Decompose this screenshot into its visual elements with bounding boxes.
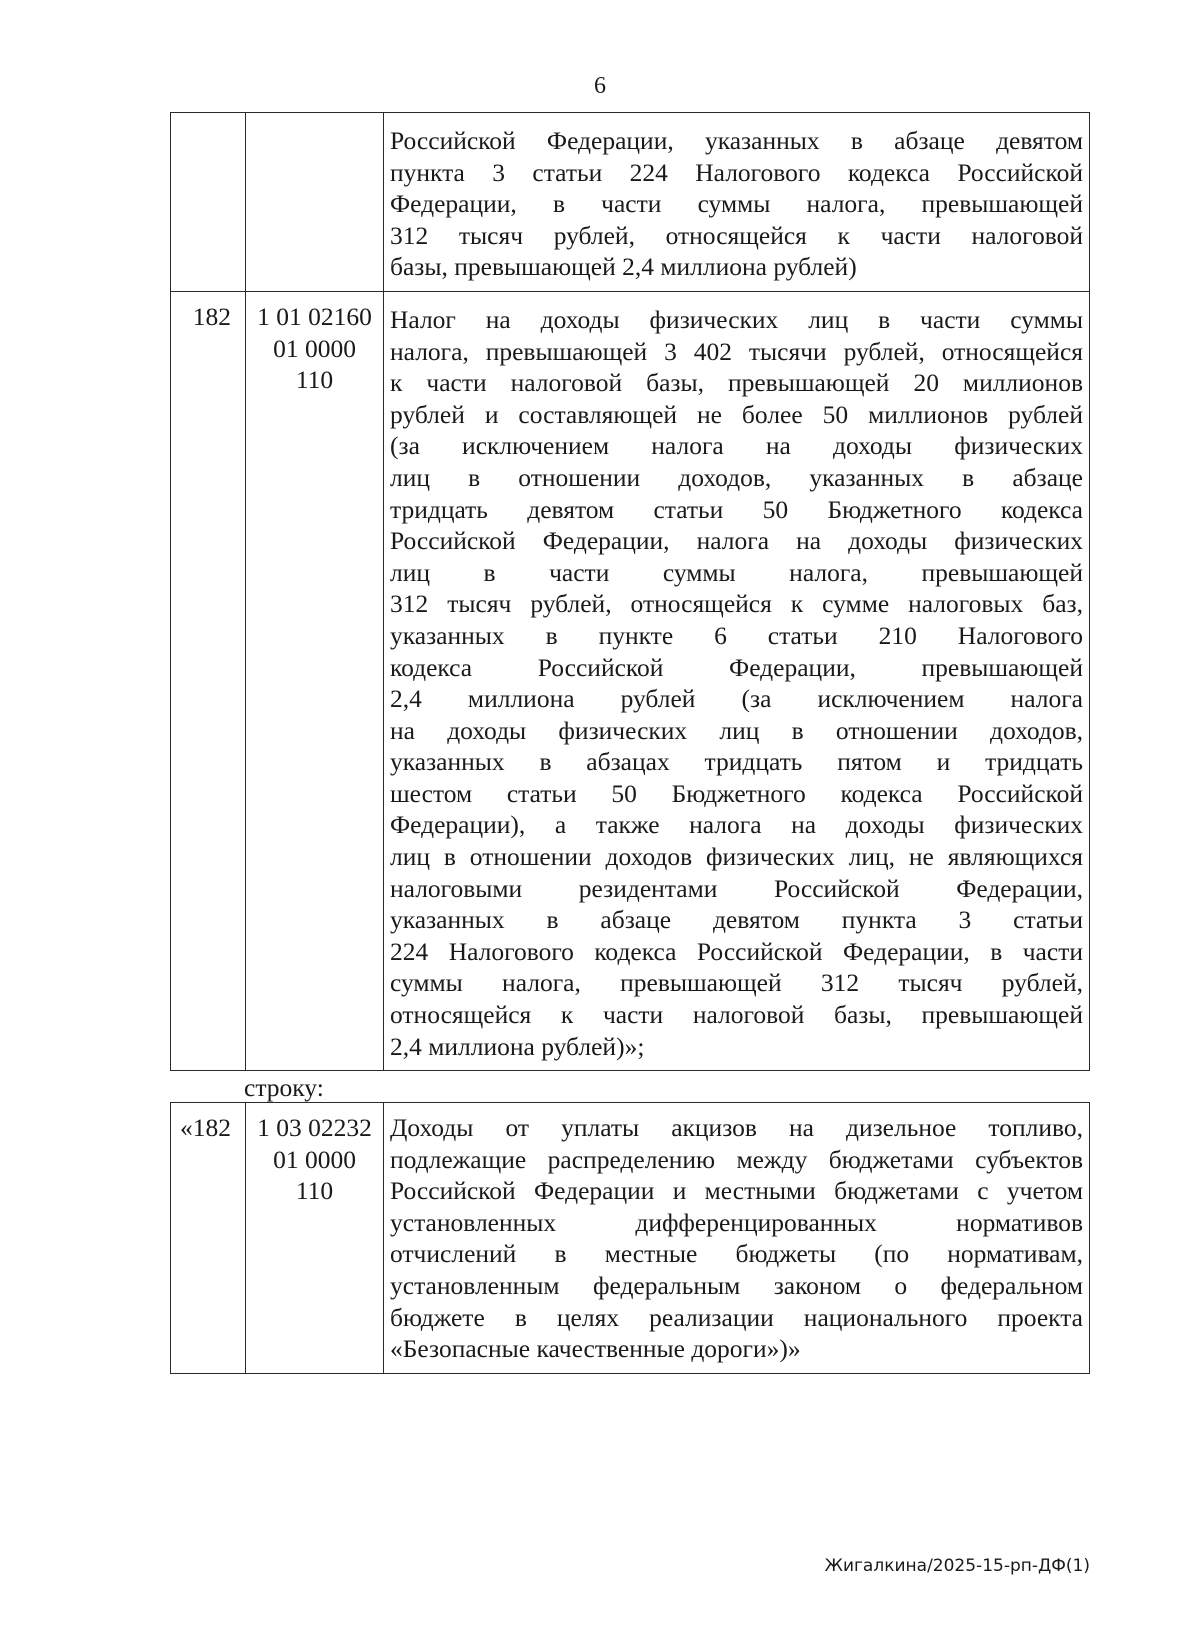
revenue-name-line: отчислений в местные бюджеты (по нормативам, — [390, 1239, 1083, 1269]
revenue-name-line: Российской Федерации, налога на доходы физических — [390, 526, 1083, 556]
revenue-name-cell — [384, 291, 1090, 1070]
revenue-name-line: относящейся к части налоговой базы, превышающей — [390, 1000, 1083, 1030]
revenue-name-line: Федерации), а также налога на доходы физических — [390, 810, 1083, 840]
revenue-name-line: лиц в части суммы налога, превышающей — [390, 557, 1083, 587]
document-reference: Жигалкина/2025-15-рп-ДФ(1) — [824, 1556, 1090, 1576]
revenue-name-line: указанных в абзаце девятом пункта 3 статьи — [390, 905, 1083, 935]
budget-codes-table-new-row — [170, 1102, 1090, 1374]
revenue-name-line: указанных в пункте 6 статьи 210 Налогового — [390, 620, 1083, 650]
revenue-name-line: установленным федеральным законом о федеральном — [390, 1270, 1083, 1300]
revenue-name-line: Федерации, в части суммы налога, превышающей — [390, 189, 1083, 219]
revenue-name-line: лиц в отношении доходов физических лиц, не являющихся — [390, 842, 1083, 872]
revenue-name-line: Российской Федерации и местными бюджетами с учетом — [390, 1176, 1083, 1206]
admin-code-cell — [171, 113, 246, 292]
revenue-name-line: 312 тысяч рублей, относящейся к сумме налоговых баз, — [390, 589, 1083, 619]
revenue-name-line: 2,4 миллиона рублей (за исключением налога — [390, 684, 1083, 714]
revenue-name-line: на доходы физических лиц в отношении доходов, — [390, 715, 1083, 745]
table-row — [171, 291, 1090, 1070]
revenue-name-line: суммы налога, превышающей 312 тысяч рублей, — [390, 968, 1083, 998]
revenue-name-line: бюджете в целях реализации национального проекта — [390, 1302, 1083, 1332]
revenue-name-line: 224 Налогового кодекса Российской Федерации, в части — [390, 936, 1083, 966]
revenue-name-line: (за исключением налога на доходы физических — [390, 431, 1083, 461]
revenue-name-line: к части налоговой базы, превышающей 20 миллионов — [390, 368, 1083, 398]
admin-code-cell: 182 — [171, 291, 246, 1070]
table-row — [171, 113, 1090, 292]
revenue-name-line: Налог на доходы физических лиц в части суммы — [390, 304, 1083, 334]
budget-classification-code-cell: 1 03 02232 01 0000 110 — [246, 1103, 384, 1374]
revenue-name-line: указанных в абзацах тридцать пятом и тридцать — [390, 747, 1083, 777]
revenue-name-line: Российской Федерации, указанных в абзаце девятом — [390, 126, 1083, 155]
revenue-name-line: рублей и составляющей не более 50 миллионов рублей — [390, 399, 1083, 429]
revenue-name-line: налоговыми резидентами Российской Федерации, — [390, 873, 1083, 903]
revenue-name-line: базы, превышающей 2,4 миллиона рублей) — [390, 252, 857, 282]
revenue-name-line: 312 тысяч рублей, относящейся к части налоговой — [390, 220, 1083, 250]
budget-codes-table-continued — [170, 112, 1090, 1071]
budget-classification-code-cell — [246, 113, 384, 292]
budget-classification-code-cell: 1 01 02160 01 0000 110 — [246, 291, 384, 1070]
revenue-name-line: лиц в отношении доходов, указанных в абзаце — [390, 462, 1083, 492]
revenue-name-line: 2,4 миллиона рублей)»; — [390, 1031, 645, 1061]
revenue-name-line: установленных дифференцированных нормативов — [390, 1207, 1083, 1237]
revenue-name-line: Доходы от уплаты акцизов на дизельное топливо, — [390, 1113, 1083, 1142]
admin-code-cell: «182 — [171, 1103, 246, 1374]
revenue-name-line: пункта 3 статьи 224 Налогового кодекса Российской — [390, 157, 1083, 187]
revenue-name-line: «Безопасные качественные дороги»)» — [390, 1334, 801, 1364]
revenue-name-line: шестом статьи 50 Бюджетного кодекса Российской — [390, 778, 1083, 808]
revenue-name-cell — [384, 1103, 1090, 1374]
revenue-name-cell — [384, 113, 1090, 292]
page-number: 6 — [594, 73, 606, 99]
revenue-name-line: налога, превышающей 3 402 тысячи рублей, относящейся — [390, 336, 1083, 366]
table-row — [171, 1103, 1090, 1374]
revenue-name-line: кодекса Российской Федерации, превышающей — [390, 652, 1083, 682]
between-tables-label: строку: — [244, 1073, 324, 1102]
revenue-name-line: тридцать девятом статьи 50 Бюджетного кодекса — [390, 494, 1083, 524]
revenue-name-line: подлежащие распределению между бюджетами субъектов — [390, 1144, 1083, 1174]
